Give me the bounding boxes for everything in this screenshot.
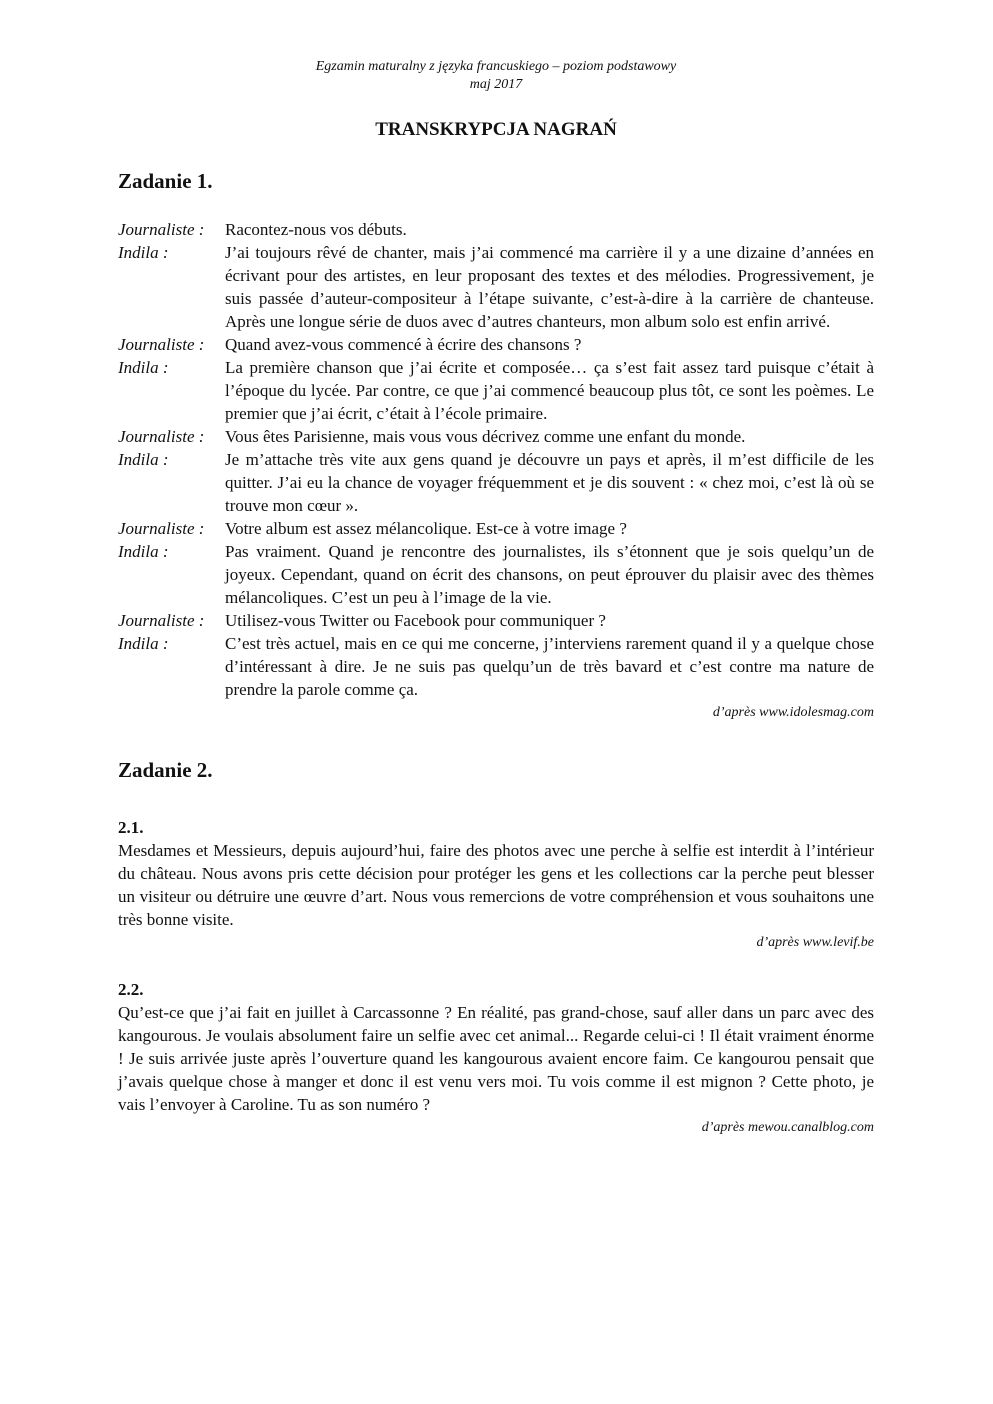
dialog-turn	[118, 333, 874, 356]
dialog-turn	[118, 540, 874, 609]
interview-dialog	[118, 218, 874, 701]
dialog-turn	[118, 609, 874, 632]
speech-text: Pas vraiment. Quand je rencontre des journalistes, ils s’étonnent que je sois quelqu’un de joyeux. Cependant, quand on écrit des chansons, on peut éprouver du plaisir avec des thèmes mélancoliques. C’est un peu à l’image de la vie.	[225, 542, 874, 607]
exam-header-line2: maj 2017	[469, 77, 523, 92]
part2-label: 2.2.	[118, 980, 144, 999]
speech-text: Racontez-nous vos débuts.	[225, 220, 407, 239]
dialog-turn	[118, 356, 874, 425]
dialog-turn	[118, 241, 874, 333]
part1-label: 2.1.	[118, 818, 144, 837]
speaker-label: Journaliste :	[118, 220, 205, 239]
speaker-label: Journaliste :	[118, 335, 205, 354]
document-page	[118, 58, 874, 1138]
task2-part2	[118, 979, 874, 1138]
dialog-turn	[118, 632, 874, 701]
speech-text: Quand avez-vous commencé à écrire des chansons ?	[225, 335, 582, 354]
speaker-label: Journaliste :	[118, 519, 205, 538]
speech-text: J’ai toujours rêvé de chanter, mais j’ai commencé ma carrière il y a une dizaine d’années en écrivant pour des artistes, en leur proposant des textes et des mélodies. Progressivement, je suis passée d’auteur-compositeur à l’étape suivante, c’est-à-dire à la carrière de chanteuse. Après une longue série de duos avec d’autres chanteurs, mon album solo est enfin arrivé.	[225, 243, 874, 331]
part1-text: Mesdames et Messieurs, depuis aujourd’hui, faire des photos avec une perche à selfie est interdit à l’intérieur du château. Nous avons pris cette décision pour protéger les gens et les collections car la perche peut blesser un visiteur ou détruire une œuvre d’art. Nous vous remercions de votre compréhension et vous souhaitons une très bonne visite.	[118, 841, 874, 929]
part2-text: Qu’est-ce que j’ai fait en juillet à Carcassonne ? En réalité, pas grand-chose, sauf aller dans un parc avec des kangourous. Je voulais absolument faire un selfie avec cet animal... Regarde celui-ci ! Il était vraiment énorme ! Je suis arrivée juste après l’ouverture quand les kangourous avaient encore faim. Ce kangourou pensait que j’avais quelque chose à manger et donc il est venu vers moi. Tu vois comme il est mignon ? Cette photo, je vais l’envoyer à Caroline. Tu as son numéro ?	[118, 1003, 874, 1114]
dialog-turn	[118, 425, 874, 448]
speech-text: C’est très actuel, mais en ce qui me concerne, j’interviens rarement quand il y a quelque chose d’intéressant à dire. Je ne suis pas quelqu’un de très bavard et c’est contre ma nature de prendre la parole comme ça.	[225, 634, 874, 699]
dialog-turn	[118, 448, 874, 517]
speech-text: Je m’attache très vite aux gens quand je découvre un pays et après, il m’est difficile de les quitter. J’ai eu la chance de voyager fréquemment et je dis souvent : « chez moi, c’est là où se trouve mon cœur ».	[225, 450, 874, 515]
speaker-label: Indila :	[118, 243, 169, 262]
exam-header-line1: Egzamin maturalny z języka francuskiego – poziom podstawowy	[315, 59, 677, 74]
task1-heading: Zadanie 1.	[118, 169, 213, 193]
speech-text: Vous êtes Parisienne, mais vous vous décrivez comme une enfant du monde.	[225, 427, 746, 446]
speech-text: Utilisez-vous Twitter ou Facebook pour communiquer ?	[225, 611, 606, 630]
document-title: TRANSKRYPCJA NAGRAŃ	[375, 119, 617, 140]
part1-source: d’après www.levif.be	[756, 935, 874, 950]
speaker-label: Journaliste :	[118, 427, 205, 446]
speaker-label: Indila :	[118, 450, 169, 469]
task1-source: d’après www.idolesmag.com	[712, 705, 874, 720]
speaker-label: Indila :	[118, 358, 169, 377]
speaker-label: Indila :	[118, 634, 169, 653]
part2-source: d’après mewou.canalblog.com	[701, 1120, 874, 1135]
speech-text: Votre album est assez mélancolique. Est-ce à votre image ?	[225, 519, 627, 538]
dialog-turn	[118, 517, 874, 540]
dialog-turn	[118, 218, 874, 241]
speaker-label: Journaliste :	[118, 611, 205, 630]
task2-part1	[118, 817, 874, 953]
exam-header	[118, 58, 874, 94]
task2-heading: Zadanie 2.	[118, 758, 213, 782]
speaker-label: Indila :	[118, 542, 169, 561]
speech-text: La première chanson que j’ai écrite et composée… ça s’est fait assez tard puisque c’était à l’époque du lycée. Par contre, ce que j’ai commencé beaucoup plus tôt, ce sont les poèmes. Le premier que j’ai écrit, c’était à l’école primaire.	[225, 358, 874, 423]
